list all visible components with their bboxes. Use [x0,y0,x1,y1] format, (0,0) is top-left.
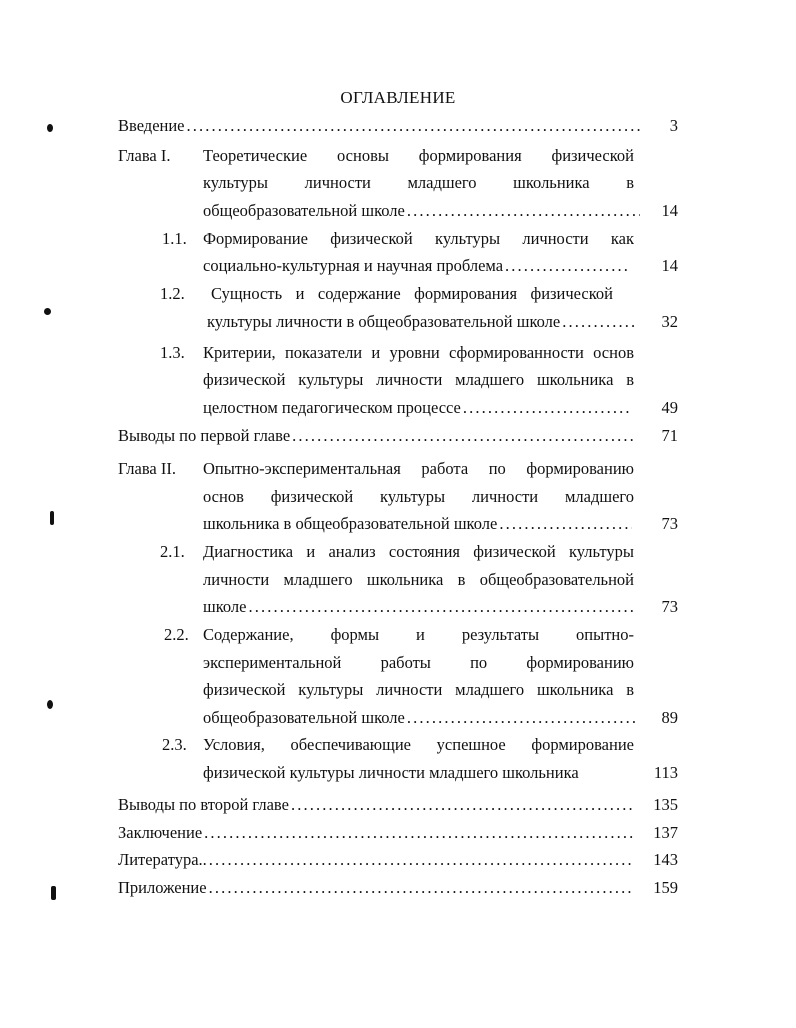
page-number: 113 [653,763,678,782]
toc-text-line: физической культуры личности младшего школьника в [203,680,634,699]
section-number: 1.1. [162,229,187,248]
toc-text-line: целостном педагогическом процессе [203,398,461,417]
toc-text-line: общеобразовательной школе [203,708,405,727]
scan-mark [51,886,56,900]
page-number: 73 [661,514,678,533]
toc-text-line: основ физической культуры личности младшего [203,487,634,506]
toc-entry-1-1 [203,255,630,277]
page-number: 3 [669,116,678,135]
toc-text-line: физической культуры личности младшего школьника в [203,370,634,389]
toc-entry-intro [118,115,640,137]
toc-text-line: школе [203,597,247,616]
page-number: 143 [653,850,678,869]
toc-entry-literature [118,849,634,871]
scan-mark [44,308,51,315]
page-number: 137 [653,823,678,842]
toc-text-line: Условия, обеспечивающие успешное формирование [203,735,634,754]
toc-entry-1-3 [203,397,630,419]
toc-entry-appendix [118,877,634,899]
page-number: 14 [661,201,678,220]
toc-text-line: Формирование физической культуры личности как [203,229,634,248]
page-number: 73 [661,597,678,616]
page-number: 159 [653,878,678,897]
toc-entry-2-2 [203,707,637,729]
toc-text-line: культуры личности младшего школьника в [203,173,634,192]
toc-entry-title: Заключение [118,823,203,842]
toc-text-line: культуры личности в общеобразовательной школе [207,312,561,331]
chapter-label: Глава II. [118,459,176,478]
section-number: 2.3. [162,735,187,754]
toc-text-line: физической культуры личности младшего школьника [203,763,579,782]
page-number: 32 [661,312,678,331]
toc-entry-conc2 [118,794,634,816]
toc-text-line: экспериментальной работы по формированию [203,653,634,672]
page-number: 14 [661,256,678,275]
toc-text-line: Сущность и содержание формирования физической [211,284,613,303]
toc-text-line: Диагностика и анализ состояния физической культуры [203,542,634,561]
toc-entry-2-1 [203,596,634,618]
toc-entry-conclusion [118,822,634,844]
page-number: 49 [661,398,678,417]
scan-mark [47,700,53,709]
toc-entry-title: Выводы по второй главе [118,795,289,814]
page-title: ОГЛАВЛЕНИЕ [340,88,456,107]
toc-text-line: Содержание, формы и результаты опытно- [203,625,634,644]
toc-entry-ch1 [203,200,640,222]
section-number: 1.3. [160,343,185,362]
chapter-label: Глава I. [118,146,171,165]
toc-entry-title: Литература.. [118,850,207,869]
section-number: 1.2. [160,284,185,303]
scan-mark [47,124,53,132]
toc-entry-title: Приложение [118,878,207,897]
page-number: 135 [653,795,678,814]
page-number: 71 [661,426,678,445]
toc-text-line: социально-культурная и научная проблема [203,256,504,275]
section-number: 2.2. [164,625,189,644]
toc-entry-ch2 [203,513,632,535]
toc-entry-title: Выводы по первой главе [118,426,291,445]
toc-text-line: общеобразовательной школе [203,201,405,220]
scan-mark [50,511,54,525]
toc-entry-conc1 [118,425,634,447]
toc-entry-1-2 [207,311,634,333]
toc-text-line: Опытно-экспериментальная работа по формированию [203,459,634,478]
page-number: 89 [661,708,678,727]
toc-text-line: личности младшего школьника в общеобразовательной [203,570,634,589]
section-number: 2.1. [160,542,185,561]
toc-text-line: Критерии, показатели и уровни сформированности основ [203,343,634,362]
toc-text-line: школьника в общеобразовательной школе [203,514,498,533]
toc-text-line: Теоретические основы формирования физической [203,146,634,165]
toc-entry-title: Введение [118,116,185,135]
